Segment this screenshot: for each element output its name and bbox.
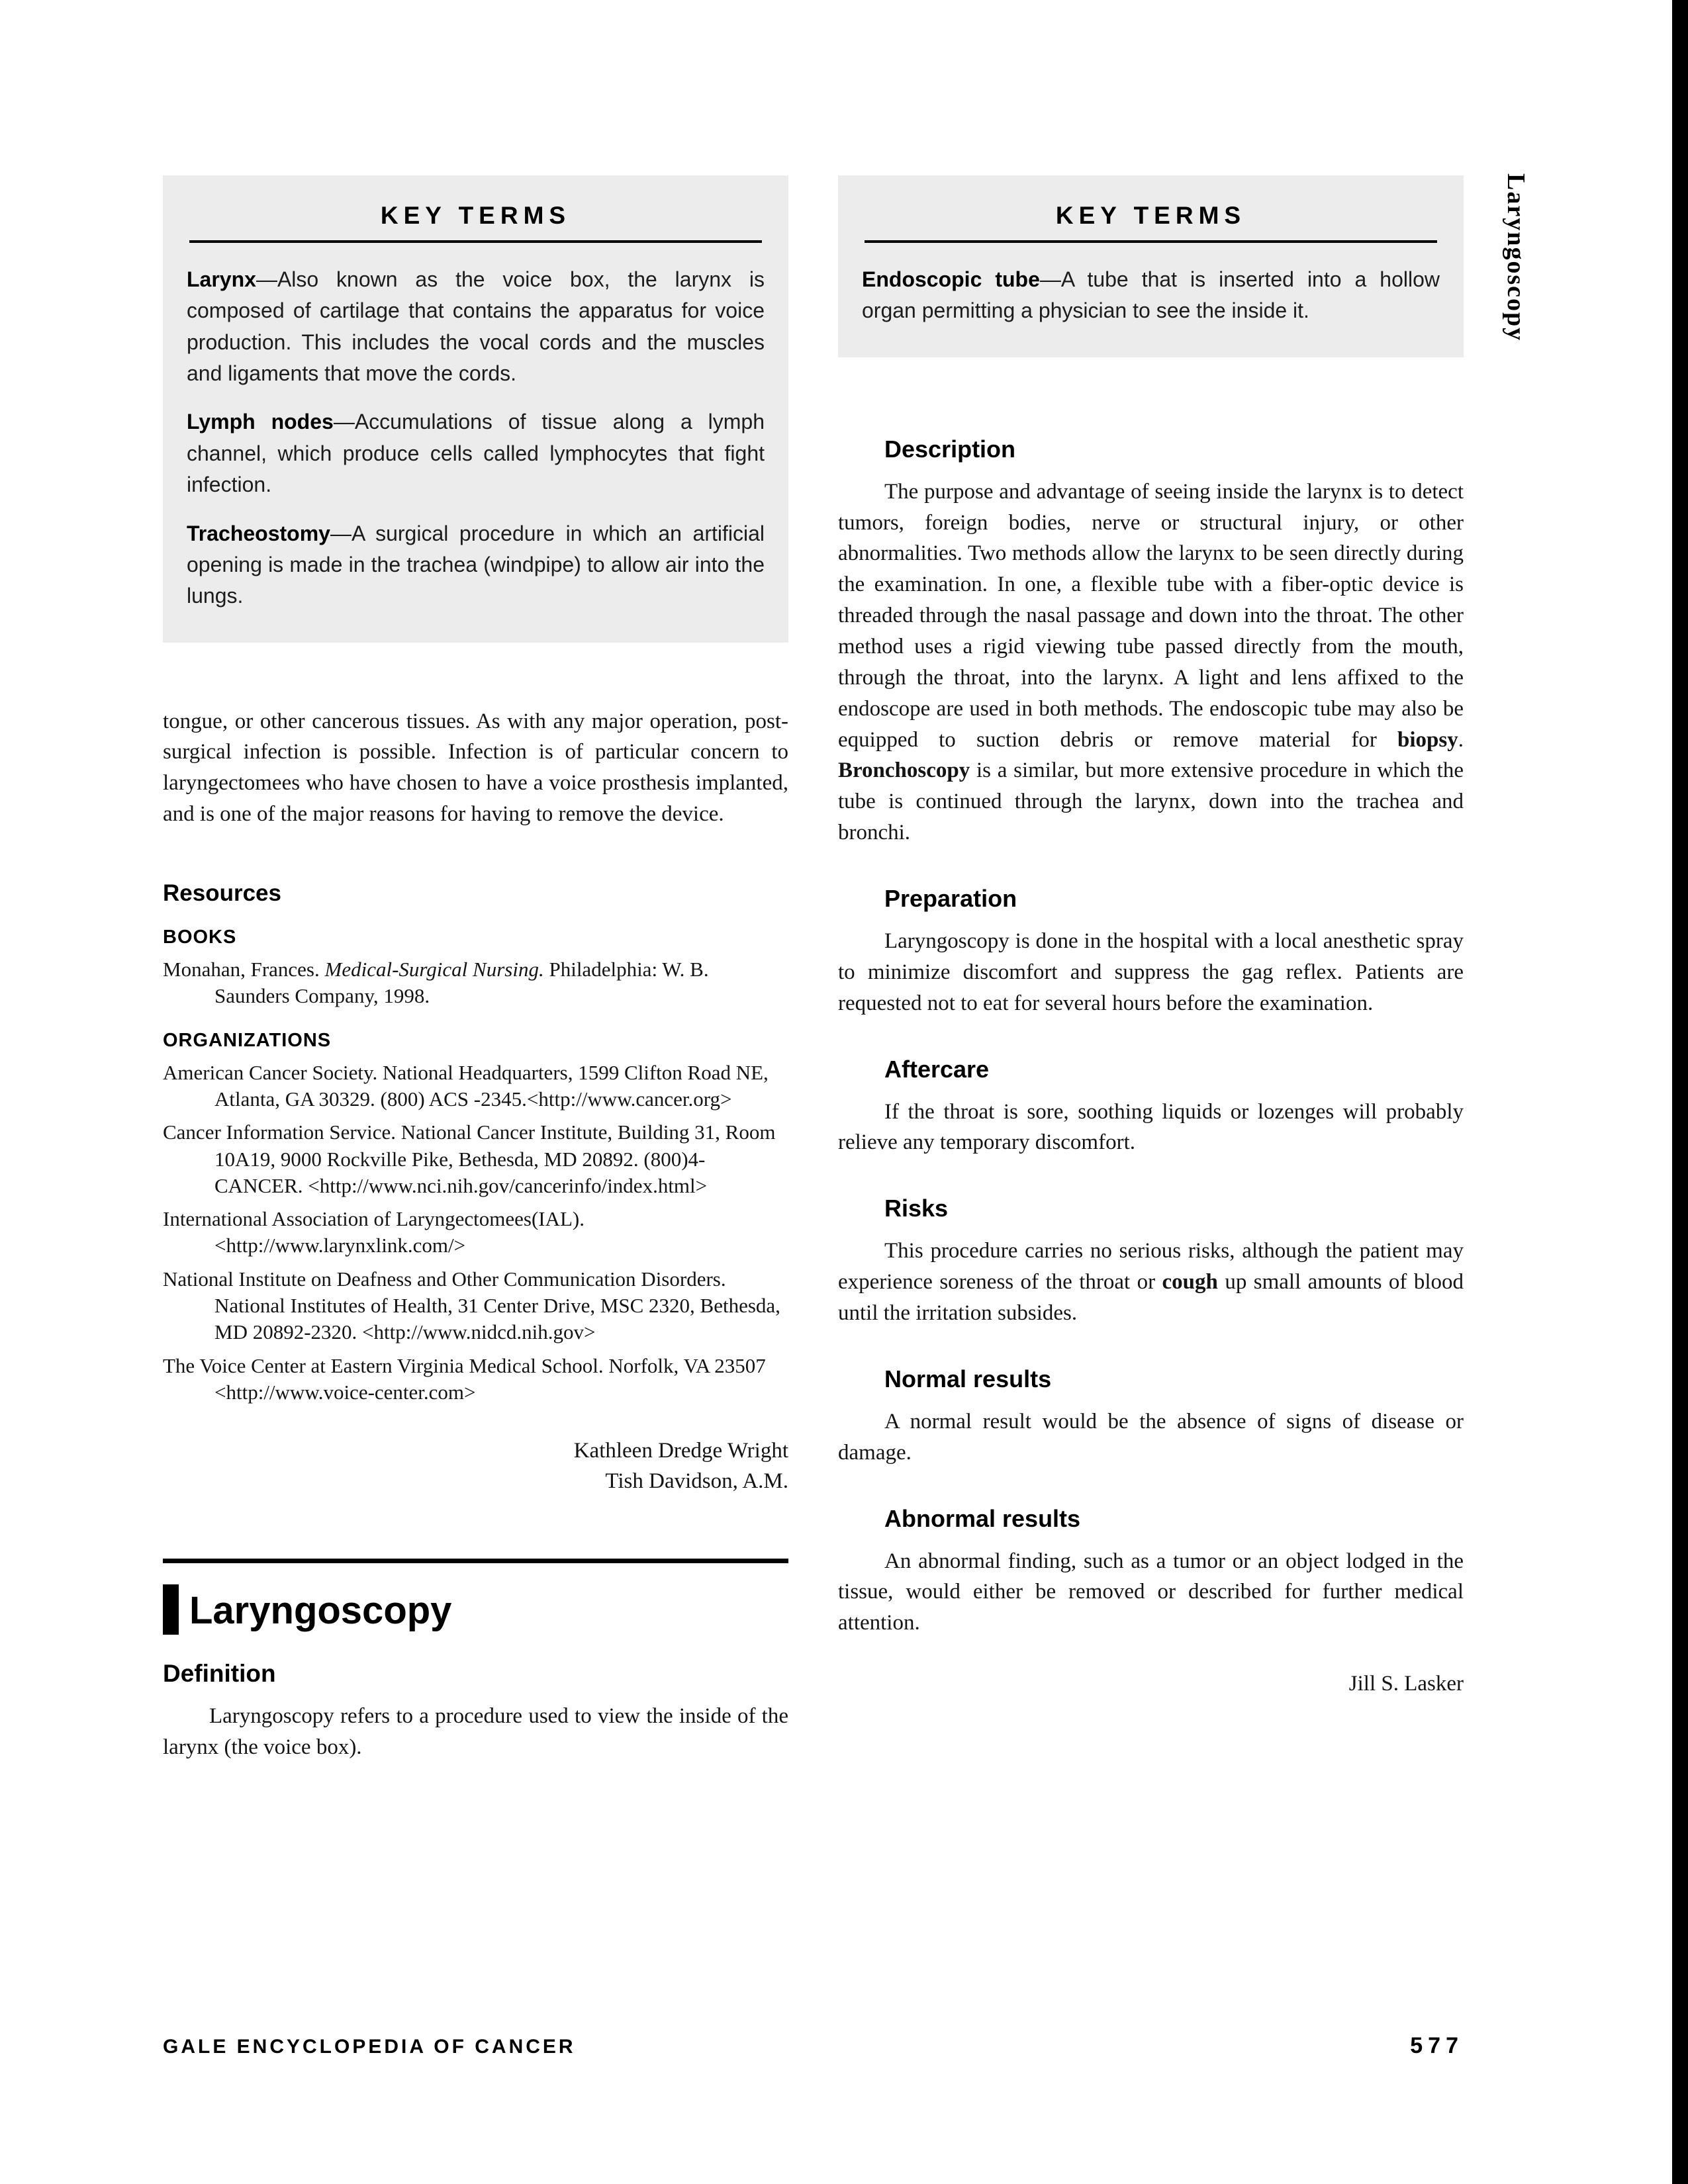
- organization-citation: American Cancer Society. National Headquarters, 1599 Clifton Road NE, Atlanta, GA 30329. (800) ACS -2345.<http://www.cancer.org>: [163, 1060, 769, 1111]
- page-edge-bar: [1672, 0, 1688, 2184]
- organization-citation: National Institute on Deafness and Other Communication Disorders. National Institutes of Health, 31 Center Drive, MSC 2320, Bethesda, MD 20892-2320. <http://www.nidcd.nih.gov>: [163, 1267, 780, 1344]
- key-terms-title: KEY TERMS: [380, 202, 571, 229]
- author-name: Tish Davidson, A.M.: [605, 1469, 788, 1493]
- books-label: BOOKS: [163, 927, 237, 948]
- resources-heading: Resources: [163, 880, 281, 907]
- key-term-word: Lymph nodes: [187, 410, 334, 434]
- book-citation-publisher: Philadelphia: W. B. Saunders Company, 1998.: [214, 958, 709, 1008]
- abnormal-results-heading: Abnormal results: [884, 1504, 1081, 1532]
- risks-paragraph: [838, 1236, 1464, 1329]
- organization-citation: Cancer Information Service. National Cancer Institute, Building 31, Room 10A19, 9000 Rockville Pike, Bethesda, MD 20892. (800)4-CANCER. <http://www.nci.nih.gov/cancerinfo/index.html>: [163, 1120, 776, 1197]
- normal-results-heading: Normal results: [884, 1365, 1052, 1392]
- author-name: Kathleen Dredge Wright: [573, 1439, 788, 1463]
- key-term-entry: [187, 264, 765, 389]
- description-paragraph: [838, 477, 1464, 848]
- book-citation: [163, 956, 788, 1010]
- book-citation-title: Medical-Surgical Nursing.: [324, 958, 544, 981]
- cough-term: cough: [1162, 1270, 1218, 1295]
- author-attribution: [838, 1669, 1464, 1700]
- definition-paragraph: Laryngoscopy refers to a procedure used to view the inside of the larynx (the voice box).: [163, 1704, 788, 1760]
- key-terms-rule: [865, 240, 1437, 243]
- risks-heading: Risks: [884, 1195, 949, 1222]
- left-column: [163, 175, 788, 1763]
- article-title-text: Laryngoscopy: [189, 1589, 452, 1633]
- key-terms-box-right: [838, 175, 1464, 357]
- key-term-word: Larynx: [187, 267, 256, 291]
- organization-citation: International Association of Laryngectomees(IAL). <http://www.larynxlink.com/>: [163, 1207, 585, 1257]
- key-terms-title: KEY TERMS: [1055, 202, 1246, 229]
- organization-citation: The Voice Center at Eastern Virginia Medical School. Norfolk, VA 23507 <http://www.voice-center.com>: [163, 1353, 766, 1404]
- author-name: Jill S. Lasker: [1348, 1672, 1464, 1696]
- key-terms-box-left: [163, 175, 788, 643]
- footer-book-title: GALE ENCYCLOPEDIA OF CANCER: [163, 2036, 576, 2058]
- risks-text: up small amounts of blood until the irritation subsides.: [838, 1270, 1464, 1326]
- key-term-definition: —A tube that is inserted into a hollow organ permitting a physician to see the inside it.: [862, 267, 1440, 323]
- book-citation-author: Monahan, Frances.: [163, 958, 325, 981]
- key-term-entry: [187, 406, 765, 500]
- key-term-definition: —Also known as the voice box, the larynx is composed of cartilage that contains the apparatus for voice production. This includes the vocal cords and the muscles and ligaments that move the cords.: [187, 267, 765, 386]
- organizations-label: ORGANIZATIONS: [163, 1029, 332, 1051]
- description-heading: Description: [884, 435, 1016, 463]
- right-column: [838, 175, 1464, 1700]
- key-term-entry: [187, 518, 765, 612]
- description-text: The purpose and advantage of seeing inside the larynx is to detect tumors, foreign bodies, nerve or structural injury, or other abnormalities. Two methods allow the larynx to be seen directly during the examination. In one, a flexible tube with a fiber-optic device is threaded through the nasal passage and down into the throat. The other method uses a rigid viewing tube passed directly from the mouth, through the throat, into the larynx. A light and lens affixed to the endoscope are used in both methods. The endoscopic tube may also be equipped to suction debris or remove material for: [838, 479, 1464, 752]
- description-text: is a similar, but more extensive procedure in which the tube is continued through the larynx, down into the trachea and bronchi.: [838, 758, 1464, 845]
- key-term-entry: [862, 264, 1440, 327]
- preparation-heading: Preparation: [884, 885, 1017, 913]
- aftercare-paragraph: If the throat is sore, soothing liquids or lozenges will probably relieve any temporary discomfort.: [838, 1099, 1464, 1155]
- article-top-rule: [163, 1559, 788, 1563]
- normal-results-paragraph: A normal result would be the absence of signs of disease or damage.: [838, 1409, 1464, 1465]
- continuation-paragraph: tongue, or other cancerous tissues. As with any major operation, post-surgical infection is possible. Infection is of particular concern to laryngectomees who have chosen to have a voice prosthesis implanted, and is one of the major reasons for having to remove the device.: [163, 709, 788, 827]
- bronchoscopy-term: Bronchoscopy: [838, 758, 970, 783]
- article-title: [163, 1591, 788, 1635]
- key-term-word: Endoscopic tube: [862, 267, 1040, 291]
- description-text: .: [1458, 727, 1464, 752]
- preparation-paragraph: Laryngoscopy is done in the hospital with a local anesthetic spray to minimize discomfort and suppress the gag reflex. Patients are requested not to eat for several hours before the examination.: [838, 929, 1464, 1015]
- article-title-marker: [163, 1584, 179, 1635]
- page-footer: [163, 2033, 1464, 2059]
- biopsy-term: biopsy: [1397, 727, 1458, 752]
- chapter-side-tab: Laryngoscopy: [1502, 173, 1530, 342]
- key-term-definition: —A surgical procedure in which an artificial opening is made in the trachea (windpipe) to allow air into the lungs.: [187, 521, 765, 608]
- key-term-definition: —Accumulations of tissue along a lymph channel, which produce cells called lymphocytes that fight infection.: [187, 410, 765, 497]
- key-term-word: Tracheostomy: [187, 521, 330, 545]
- aftercare-heading: Aftercare: [884, 1055, 990, 1083]
- abnormal-results-paragraph: An abnormal finding, such as a tumor or an object lodged in the tissue, would either be removed or described for further medical attention.: [838, 1549, 1464, 1635]
- key-terms-rule: [189, 240, 762, 243]
- footer-page-number: 577: [1410, 2033, 1464, 2058]
- author-attribution: [163, 1436, 788, 1496]
- risks-text: This procedure carries no serious risks, although the patient may experience soreness of the throat or: [838, 1239, 1464, 1295]
- definition-heading: Definition: [163, 1660, 276, 1688]
